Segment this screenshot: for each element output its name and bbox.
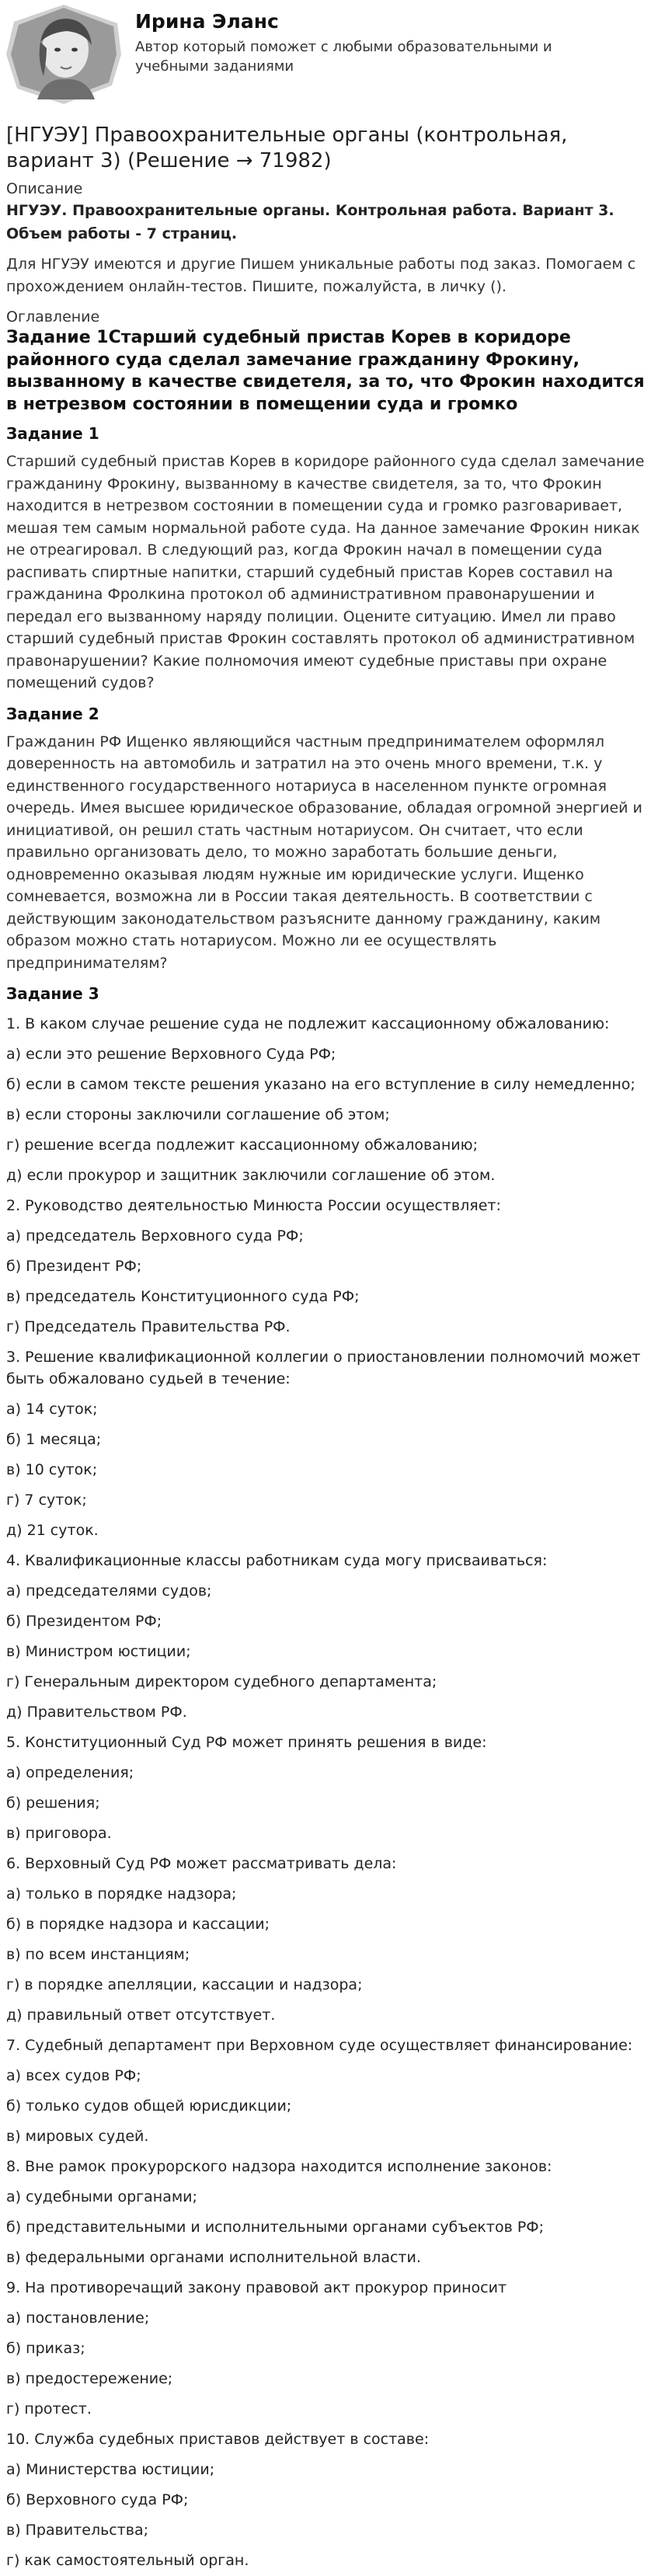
answer-option: в) мировых судей.: [6, 2128, 149, 2145]
answer-option: в) федеральными органами исполнительной власти.: [6, 2249, 421, 2266]
author-avatar[interactable]: [6, 5, 121, 104]
answer-option: д) Правительством РФ.: [6, 1704, 187, 1721]
answer-option: г) как самостоятельный орган.: [6, 2552, 249, 2569]
answer-option: б) если в самом тексте решения указано на его вступление в силу немедленно;: [6, 1076, 635, 1093]
answer-option: а) постановление;: [6, 2310, 150, 2327]
description-bold-text: НГУЭУ. Правоохранительные органы. Контрольная работа. Вариант 3. Объем работы - 7 страниц.: [6, 202, 614, 242]
answer-option: а) председателями судов;: [6, 1582, 212, 1600]
answer-option: б) в порядке надзора и кассации;: [6, 1916, 270, 1933]
question-line: 10. Служба судебных приставов действует в составе:: [6, 2431, 430, 2448]
answer-option: а) председатель Верховного суда РФ;: [6, 1227, 304, 1244]
question-line: 1. В каком случае решение суда не подлежит кассационному обжалованию:: [6, 1015, 610, 1032]
author-info: [135, 5, 601, 76]
answer-option: а) 14 суток;: [6, 1401, 98, 1418]
answer-option: г) Генеральным директором судебного департамента;: [6, 1673, 437, 1690]
task3-heading: Задание 3: [6, 984, 99, 1003]
question-line: 6. Верховный Суд РФ может рассматривать дела:: [6, 1855, 397, 1872]
answer-option: в) если стороны заключили соглашение об этом;: [6, 1106, 390, 1123]
author-description: Автор который поможет с любыми образовательными и учебными заданиями: [135, 39, 552, 75]
answer-option: д) если прокурор и защитник заключили соглашение об этом.: [6, 1167, 496, 1184]
question-line: 4. Квалификационные классы работникам суда могу присваиваться:: [6, 1552, 548, 1569]
answer-option: в) Правительства;: [6, 2522, 149, 2539]
answer-option: а) только в порядке надзора;: [6, 1885, 237, 1902]
task1-text: Старший судебный пристав Корев в коридоре районного суда сделал замечание гражданину Фрокину, вызванному в качестве свидетеля, за то, что Фрокин находится в нетрезвом состоянии в помещении суда и громко разговаривает, мешая тем самым нормальной работе суда. На данное замечание Фрокин никак не отреагировал. В следующий раз, когда Фрокин начал в помещении суда распивать спиртные напитки, старший судебный пристав Корев составил на гражданина Фролкина протокол об административном правонарушении и передал его вызванному наряду полиции. Оцените ситуацию. Имел ли право старший судебный пристав Фрокин составлять протокол об административном правонарушении? Какие полномочия имеют судебные приставы при охране помещений судов?: [6, 453, 645, 691]
answer-option: г) в порядке апелляции, кассации и надзора;: [6, 1976, 363, 1993]
avatar-photo: [6, 5, 121, 104]
question-line: 7. Судебный департамент при Верховном суде осуществляет финансирование:: [6, 2037, 633, 2054]
answer-option: г) 7 суток;: [6, 1492, 87, 1509]
answer-option: г) решение всегда подлежит кассационному обжалованию;: [6, 1137, 479, 1154]
answer-option: б) только судов общей юрисдикции;: [6, 2097, 292, 2115]
answer-option: б) представительными и исполнительными органами субъектов РФ;: [6, 2219, 545, 2236]
answer-option: д) правильный ответ отсутствует.: [6, 2007, 276, 2024]
page-title: [НГУЭУ] Правоохранительные органы (контрольная, вариант 3) (Решение → 71982): [6, 124, 568, 172]
answer-option: а) всех судов РФ;: [6, 2067, 141, 2084]
description-text: Для НГУЭУ имеются и другие Пишем уникальные работы под заказ. Помогаем с прохождением онлайн-тестов. Пишите, пожалуйста, в личку ().: [6, 256, 636, 295]
question-line: 3. Решение квалификационной коллегии о приостановлении полномочий может быть обжаловано судьей в течение:: [6, 1349, 641, 1387]
question-line: 5. Конституционный Суд РФ может принять решения в виде:: [6, 1734, 487, 1751]
answer-option: в) приговора.: [6, 1825, 112, 1842]
answer-option: б) приказ;: [6, 2340, 85, 2357]
answer-option: б) Верховного суда РФ;: [6, 2491, 189, 2508]
answer-option: б) решения;: [6, 1794, 100, 1812]
answer-option: в) председатель Конституционного суда РФ;: [6, 1288, 360, 1305]
author-name[interactable]: Ирина Эланс: [135, 10, 279, 33]
answer-option: б) Президентом РФ;: [6, 1613, 162, 1630]
task1-heading: Задание 1: [6, 424, 99, 443]
answer-option: в) предостережение;: [6, 2370, 173, 2387]
question-line: 9. На противоречащий закону правовой акт прокурор приносит: [6, 2279, 507, 2296]
toc-title[interactable]: Задание 1Старший судебный пристав Корев в коридоре районного суда сделал замечание гражданину Фрокину, вызванному в качестве свидетеля, за то, что Фрокин находится в нетрезвом состоянии в помещении суда и громко: [6, 328, 645, 414]
answer-option: а) Министерства юстиции;: [6, 2461, 215, 2478]
question-line: 2. Руководство деятельностью Минюста России осуществляет:: [6, 1197, 501, 1214]
answer-option: а) судебными органами;: [6, 2188, 197, 2205]
answer-option: в) Министром юстиции;: [6, 1643, 191, 1660]
answer-option: б) 1 месяца;: [6, 1431, 102, 1448]
answer-option: г) протест.: [6, 2400, 92, 2418]
task3-question-list: [6, 1009, 650, 2576]
task2-text: Гражданин РФ Ищенко являющийся частным предпринимателем оформлял доверенность на автомобиль и затратил на это очень много времени, т.к. у единственного государственного нотариуса в населенном пункте огромная очередь. Имея высшее юридическое образование, обладая огромной энергией и инициативой, он решил стать частным нотариусом. Он считает, что если правильно организовать дело, то можно заработать большие деньги, одновременно оказывая людям нужные им юридические услуги. Ищенко сомневается, возможна ли в России такая деятельность. В соответствии с действующим законодательством разъясните данному гражданину, каким образом можно стать нотариусом. Можно ли ее осуществлять предпринимателям?: [6, 733, 642, 972]
answer-option: д) 21 суток.: [6, 1522, 99, 1539]
answer-option: в) 10 суток;: [6, 1461, 98, 1478]
answer-option: а) определения;: [6, 1764, 134, 1781]
description-label: Описание: [6, 180, 83, 197]
answer-option: в) по всем инстанциям;: [6, 1946, 190, 1963]
answer-option: г) Председатель Правительства РФ.: [6, 1318, 291, 1335]
answer-option: б) Президент РФ;: [6, 1258, 142, 1275]
author-header: [6, 0, 650, 112]
question-line: 8. Вне рамок прокурорского надзора находится исполнение законов:: [6, 2158, 552, 2175]
toc-label: Оглавление: [6, 308, 100, 325]
task2-heading: Задание 2: [6, 704, 99, 723]
answer-option: а) если это решение Верховного Суда РФ;: [6, 1046, 336, 1063]
